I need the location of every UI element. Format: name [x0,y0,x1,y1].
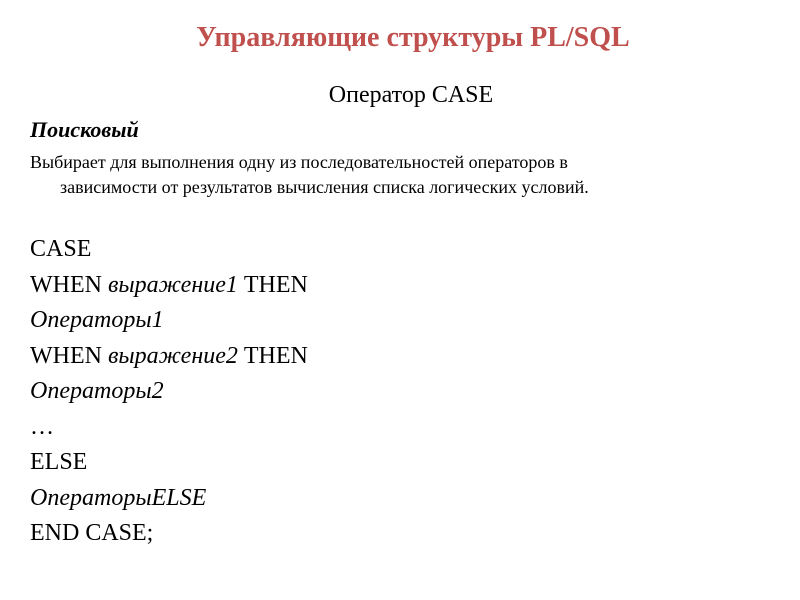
expression-2: выражение2 [107,342,238,369]
code-line-operators-2: Операторы2 [30,378,164,404]
slide-subtitle: Оператор CASE [328,82,494,108]
slide-title: Управляющие структуры PL/SQL [196,22,630,53]
then-keyword: THEN [243,342,308,369]
code-line-when-1 [30,268,308,304]
description-line-2: зависимости от результатов вычисления списка логических условий. [60,177,589,197]
section-heading: Поисковый [30,117,139,142]
code-line-operators-1: Операторы1 [30,307,164,333]
when-keyword: WHEN [30,342,102,369]
code-line-else: ELSE [30,449,88,475]
expression-1: выражение1 [107,271,238,298]
when-keyword: WHEN [30,271,102,298]
code-line-when-2 [30,339,308,375]
description-paragraph [30,150,730,200]
then-keyword: THEN [243,271,308,298]
code-line-ellipsis: … [30,413,54,440]
description-line-1: Выбирает для выполнения одну из последовательностей операторов в [30,152,568,172]
case-syntax-block [30,232,308,552]
code-line-case [30,232,308,268]
code-line-operators-else: ОператорыELSE [30,484,207,511]
case-keyword: CASE [30,236,92,262]
code-line-end-case: END CASE; [30,520,154,546]
